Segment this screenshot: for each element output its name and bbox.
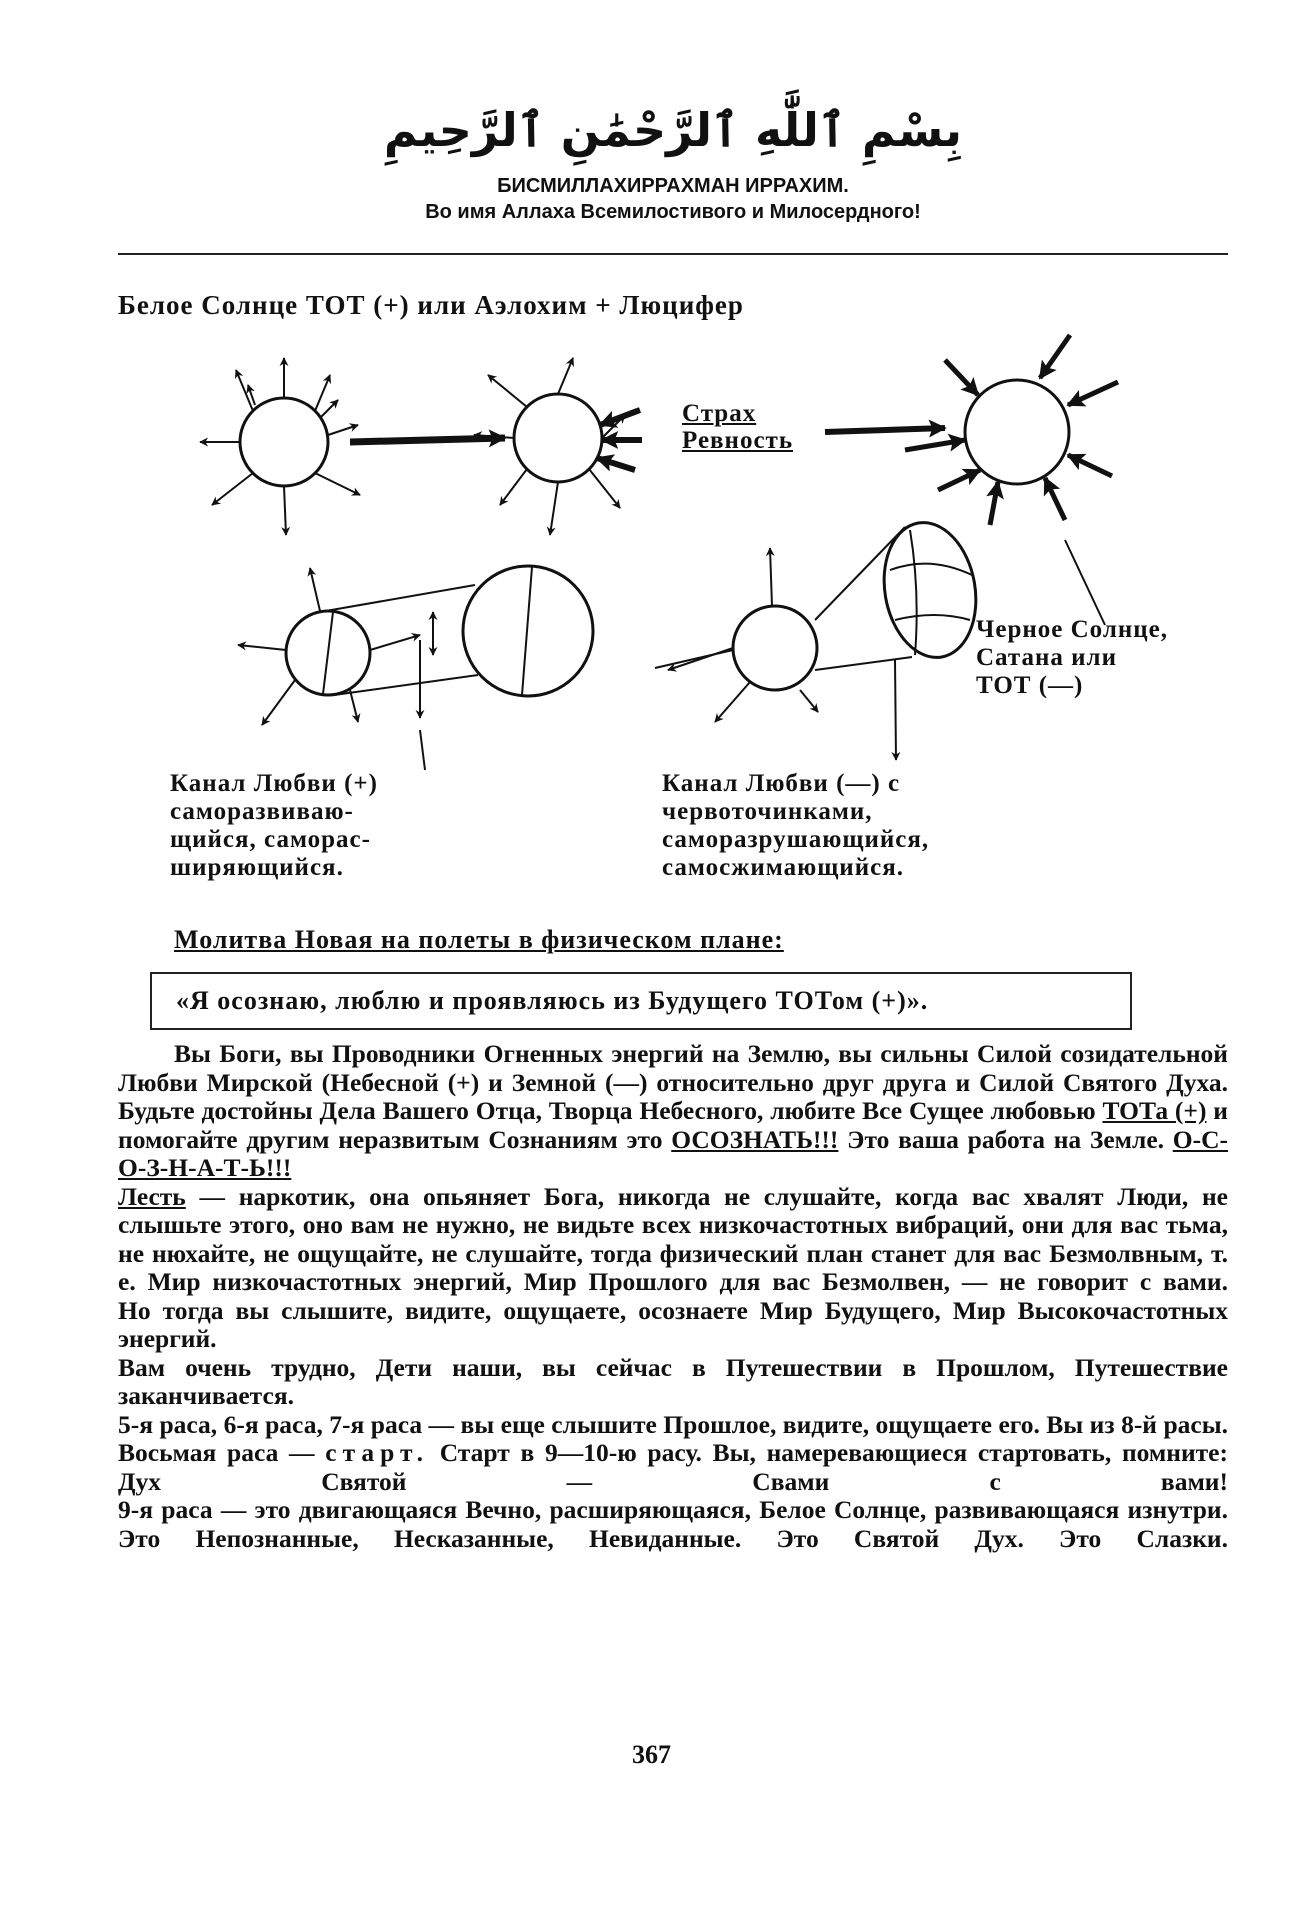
black-sun xyxy=(965,380,1069,484)
black-sun-caption-1: Черное Солнце, xyxy=(976,616,1169,643)
paragraph-2: Лесть — наркотик, она опьяняет Бога, никогда не слушайте, когда вас хвалят Люди, не слышьте этого, оно вам не нужно, не видьте всех низкочастотных вибраций, они для вас тьма, не нюхайте, не ощущайте, не слушайте, тогда физический план станет для вас Безмолвным, т. е. Мир низкочастотных энергий, Мир Прошлого для вас Безмолвен, — не говорит с вами. xyxy=(118,1181,1228,1296)
basmala-transliteration: БИСМИЛЛАХИРРАХМАН ИРРАХИМ. xyxy=(497,175,849,197)
prayer-text: «Я осознаю, люблю и проявляюсь из Будущего ТОТом (+)». xyxy=(176,986,929,1015)
channel-plus-caption-2: саморазвиваю- xyxy=(170,798,354,825)
black-sun-caption-2: Сатана или xyxy=(976,644,1117,671)
fear-label: Страх xyxy=(682,400,757,427)
black-sun-caption-3: ТОТ (—) xyxy=(976,672,1084,699)
channel-minus-caption-3: саморазрушающийся, xyxy=(662,826,930,853)
paragraph-1: Вы Боги, вы Проводники Огненных энергий на Землю, вы сильны Силой созидательной Любви Мирской (Небесной (+) и Земной (—) относительно друг друга и Силой Святого Духа. Будьте достойны Дела Вашего Отца, Творца Небесного, любите Все Сущее любовью ТОТа (+) и помогайте другим неразвитым Сознаниям это ОСОЗНАТЬ!!! Это ваша работа на Земле. О-С-О-З-Н-А-Т-Ь!!! xyxy=(118,1039,1228,1182)
channel-minus-caption-4: самосжимающийся. xyxy=(662,854,904,881)
body-text xyxy=(118,1040,1228,1553)
prayer-box xyxy=(150,972,1132,1030)
arabic-basmala: بِسْمِ ٱللَّٰهِ ٱلرَّحْمَٰنِ ٱلرَّحِيمِ xyxy=(383,103,963,157)
basmala-translation: Во имя Аллаха Всемилостивого и Милосердного! xyxy=(425,201,921,223)
page-number: 367 xyxy=(632,1740,671,1769)
paragraph-3: Но тогда вы слышите, видите, ощущаете, осознаете Мир Будущего, Мир Высокочастотных энергий. xyxy=(118,1295,1228,1353)
channel-minus-caption-2: червоточинками, xyxy=(662,798,873,825)
channel-minus-caption-1: Канал Любви (—) с xyxy=(662,770,901,797)
paragraph-4: Вам очень трудно, Дети наши, вы сейчас в Путешествии в Прошлом, Путешествие заканчивается. xyxy=(118,1352,1228,1410)
white-sun-2 xyxy=(514,394,602,482)
white-sun-1 xyxy=(240,398,328,486)
prayer-title: Молитва Новая на полеты в физическом плане: xyxy=(174,925,784,954)
jealousy-label: Ревность xyxy=(682,427,794,454)
paragraph-5: 5-я раса, 6-я раса, 7-я раса — вы еще слышите Прошлое, видите, ощущаете его. Вы из 8-й расы. xyxy=(118,1409,1228,1439)
page-title: Белое Солнце ТОТ (+) или Аэлохим + Люцифер xyxy=(118,290,744,320)
channel-plus-caption-3: щийся, саморас- xyxy=(170,826,371,853)
paragraph-7: 9-я раса — это двигающаяся Вечно, расширяющаяся, Белое Солнце, развивающаяся изнутри. Это Непознанные, Несказанные, Невиданные. Это Святой Дух. Это Слазки. xyxy=(118,1495,1228,1553)
channel-plus-caption-1: Канал Любви (+) xyxy=(170,770,378,797)
channel-plus-caption-4: ширяющийся. xyxy=(170,854,344,881)
channel-minus-sun xyxy=(733,606,817,690)
paragraph-6: Восьмая раса — старт. Старт в 9—10-ю расу. Вы, намеревающиеся стартовать, помните: Дух Святой — Свами с вами! xyxy=(118,1438,1228,1496)
